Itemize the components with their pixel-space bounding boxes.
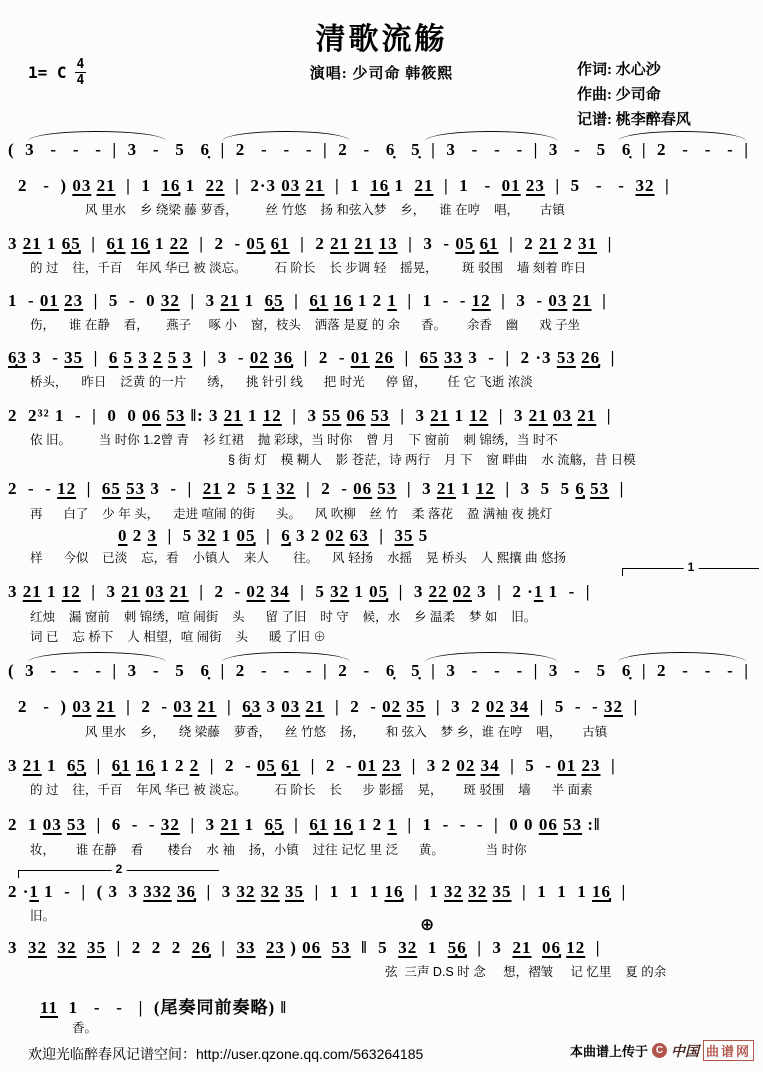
site-logo-icon: C: [652, 1043, 667, 1058]
lyrics-line: 妆， 谁 在静 看 楼台 水 袖 扬，小镇 过往 记忆 里 泛 黄。 当 时你: [30, 843, 527, 857]
notation-line: 3 32 32 35 | 2 2 2 26̣ | 33 23 ) 06 53 ‖ 5 32 1 5̣6̣ | 3 21 06̣ 12 |: [8, 938, 601, 957]
lyrics-line: 香。: [72, 1021, 98, 1035]
lyrics-line: 词 已 忘 桥下 人 相望，喧 闹街 头 暖 了旧 ⊕: [30, 630, 326, 644]
slur-arc: [618, 652, 746, 662]
lyrics-line: 弦 三声 D.S 时 念 想，褶皱 记 忆里 夏 的余: [385, 965, 667, 979]
lyrics-line: 风 里水 乡， 绕 梁藤 萝香， 丝 竹悠 扬， 和 弦入 梦 乡，谁 在哼 唱， 古镇: [85, 725, 608, 739]
notation-line: 3 21 1 12 | 3 21 03 21 | 2 - 02 34 | 5 32 1 05̣ | 3 22 02 3 | 2 ·1 1 - |: [8, 582, 591, 601]
notation-line: 2 1 03 53 | 6 - - 32 | 3 21 1 6̣5̣ | 6̣1 16̣ 1 2 1 | 1 - - - | 0 0 06 53 :‖: [8, 815, 601, 834]
slur-arc: [222, 652, 350, 662]
lyrics-line: 桥头， 昨日 泛黄 的一片 绣， 挑 针引 线 把 时光 停 留， 任 它 飞逝 浓淡: [30, 375, 533, 389]
footer-upload-badge: [570, 1040, 754, 1061]
notation-line: 3 21 1 6̣5̣ | 6̣1 16̣ 1 2 2 | 2 - 05̣ 6̣1 | 2 - 01 23 | 3 2 02 34 | 5 - 01 23 |: [8, 756, 616, 775]
coda-icon: ⊕: [420, 915, 435, 935]
lyrics-line: 依 旧。 当 时你 1.2曾 青 衫 红裙 抛 彩球，当 时你 曾 月 下 窗前 刺 锦绣，当 时不: [30, 433, 558, 447]
slur-arc: [28, 131, 166, 141]
notation-line: 2 2³² 1 - | 0 0 06 53 ‖: 3 21 1 12 | 3 55 06 53 | 3 21 1 12 | 3 21 03 21 |: [8, 406, 612, 425]
time-numerator: 4: [76, 57, 85, 72]
site-name-cn: 中国: [671, 1042, 700, 1059]
volta-bracket: [622, 560, 759, 576]
volta-number: 1: [684, 560, 699, 574]
slur-arc: [425, 131, 557, 141]
key-label: 1= C: [28, 63, 67, 82]
lyrics-line: 的 过 往，千百 年风 华已 被 淡忘。 石 阶长 长 步 影摇 晃， 斑 驳围 墙 半 面素: [30, 783, 593, 797]
notation-line: 1 - 01 23 | 5 - 0 32 | 3 21 1 6̣5̣ | 6̣1 16̣ 1 2 1 | 1 - - 12 | 3 - 03 21 |: [8, 291, 607, 310]
performer-credit: 演唱: 少司命 韩筱熙: [309, 66, 454, 82]
notation-line: 0 2 3 | 5 32 1 05̣ | 6̣ 3 2 02 63 | 35 5: [118, 526, 429, 545]
notation-line: 2 - ) 03 21 | 2 - 03 21 | 6̣3 3 03 21 | 2 - 02 35 | 3 2 02 34 | 5 - - 32 |: [18, 697, 639, 716]
lyrics-line: 旧。: [30, 909, 56, 923]
footer-note: 欢迎光临醉春风记谱空间：http://user.qzone.qq.com/563264185: [28, 1046, 424, 1062]
volta-number: 2: [112, 862, 127, 876]
site-name-boxed: 曲谱网: [703, 1040, 754, 1061]
transcriber-credit: 记谱: 桃李醉春风: [577, 112, 691, 128]
credits-block: [577, 58, 691, 133]
notation-line: ( 3 - - - | 3 - 5 6̣ | 2 - - - | 2 - 6̣ 5̣ | 3 - - - | 3 - 5 6̣ | 2 - - - |: [8, 140, 750, 159]
slur-arc: [222, 131, 350, 141]
lyrics-line: 再 白了 少 年 头， 走进 喧闹 的街 头。 风 吹柳 丝 竹 柔 落花 盈 满袖 夜 挑灯: [30, 507, 553, 521]
lyrics-line: 风 里水 乡 绕梁 藤 萝香， 丝 竹悠 扬 和弦入梦 乡， 谁 在哼 唱， 古镇: [85, 203, 565, 217]
lyrics-line: 的 过 往，千百 年风 华已 被 淡忘。 石 阶长 长 步调 轻 摇晃， 斑 驳围 墙 刻着 昨日: [30, 261, 587, 275]
volta-bracket: [18, 862, 219, 878]
notation-line: 11 1 - - | (尾奏同前奏略) ‖: [40, 998, 287, 1017]
notation-line: 3 21 1 6̣5̣ | 6̣1 16̣ 1 22 | 2 - 05̣ 6̣1 | 2 21 21 13 | 3 - 05̣ 6̣1 | 2 21 2 31 |: [8, 234, 613, 253]
notation-line: 2 - - 12 | 65 53 3 - | 21 2 5 1 32 | 2 - 06 53 | 3 21 1 12 | 3 5 5 6̣ 53 |: [8, 479, 625, 498]
lyrics-line: 伤， 谁 在静 看， 燕子 啄 小 窗，枝头 洒落 是夏 的 余 香。 余香 幽 戏 子坐: [30, 318, 581, 332]
notation-line: ( 3 - - - | 3 - 5 6̣ | 2 - - - | 2 - 6̣ 5̣ | 3 - - - | 3 - 5 6̣ | 2 - - - |: [8, 661, 750, 680]
slur-arc: [28, 652, 166, 662]
lyricist-credit: 作词: 水心沙: [577, 62, 661, 78]
notation-line: 6̣3 3 - 35 | 6 5 3 2 5 3 | 3 - 02 36̣ | 2 - 01 26 | 65 33 3 - | 2 ·3 53 26̣ |: [8, 348, 616, 367]
lyrics-line: 样 今似 已淡 忘，看 小镇人 来人 往。 风 轻扬 水摇 晃 桥头 人 熙攘 曲 悠扬: [30, 551, 567, 565]
upload-prefix: 本曲谱上传于: [570, 1044, 649, 1059]
page-title: 清歌流觞: [315, 23, 448, 56]
time-denominator: 4: [76, 73, 85, 88]
notation-line: 2 ·1 1 - | ( 3 3 332 36̣ | 3 32 32 35 | 1 1 1 16̣ | 1 32 32 35 | 1 1 1 16̣ |: [8, 882, 627, 901]
lyrics-line: § 街 灯 模 糊人 影 苍茫，诗 两行 月 下 窗 畔曲 水 流觞，昔 日模: [228, 453, 636, 467]
lyrics-line: 红烛 漏 窗前 刺 锦绣，喧 闹街 头 留 了旧 时 守 候，水 乡 温柔 梦 如 旧。: [30, 610, 537, 624]
slur-arc: [425, 652, 557, 662]
notation-line: 2 - ) 03 21 | 1 16̣ 1 22 | 2·3 03 21 | 1 16̣ 1 21 | 1 - 01 23 | 5 - - 32 |: [18, 176, 670, 195]
composer-credit: 作曲: 少司命: [577, 87, 661, 103]
